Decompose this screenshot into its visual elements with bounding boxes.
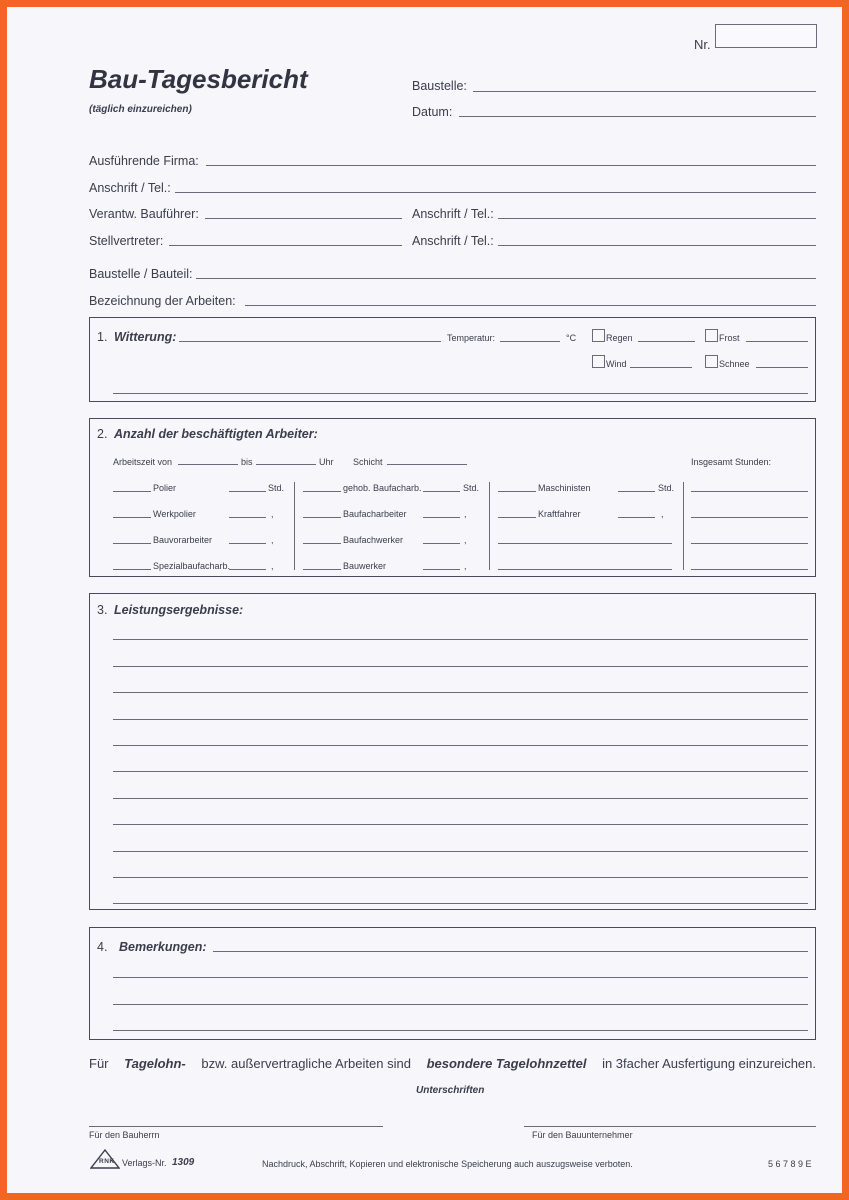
- section3-title: Leistungsergebnisse:: [114, 603, 244, 617]
- temperatur-label: Temperatur:: [447, 333, 496, 343]
- bauunternehmer-label: Für den Bauunternehmer: [532, 1130, 633, 1140]
- anschrift-label: Anschrift / Tel.:: [89, 181, 171, 195]
- anschrift2-label: Anschrift / Tel.:: [412, 207, 494, 221]
- logo-text: RNK: [99, 1158, 115, 1165]
- ditto-mark: ,: [271, 535, 274, 545]
- section4-title: Bemerkungen:: [119, 940, 207, 954]
- total-hours-field[interactable]: [691, 569, 808, 570]
- leistung-line[interactable]: [113, 877, 808, 878]
- anschrift2-field[interactable]: [498, 218, 816, 219]
- ditto-mark: ,: [464, 561, 467, 571]
- baufachwerker-hours[interactable]: [423, 543, 460, 544]
- datum-field[interactable]: [459, 116, 816, 117]
- baustelle-field[interactable]: [473, 91, 816, 92]
- product-code: 5 6 7 8 9 E: [768, 1159, 812, 1169]
- regen-field[interactable]: [638, 341, 695, 342]
- note-part: Tagelohn-: [124, 1056, 186, 1071]
- column-divider: [489, 482, 490, 570]
- baufachwerker-label: Baufachwerker: [343, 535, 404, 545]
- extra-worker-field[interactable]: [498, 569, 672, 570]
- anschrift3-field[interactable]: [498, 245, 816, 246]
- polier-label: Polier: [153, 483, 177, 493]
- spezialbaufacharb-label: Spezialbaufacharb.: [153, 561, 231, 571]
- baufachwerker-count[interactable]: [303, 543, 341, 544]
- note-part: besondere Tagelohnzettel: [426, 1056, 587, 1071]
- bauvorarbeiter-hours[interactable]: [229, 543, 266, 544]
- wind-checkbox[interactable]: [592, 355, 605, 368]
- verlag-label: Verlags-Nr.: [122, 1158, 167, 1168]
- ditto-mark: ,: [271, 561, 274, 571]
- section4-number: 4.: [97, 940, 108, 954]
- bauwerker-hours[interactable]: [423, 569, 460, 570]
- note-part: in 3facher Ausfertigung einzureichen.: [602, 1056, 816, 1071]
- note-part: Für: [89, 1056, 109, 1071]
- document-title: Bau-Tagesbericht: [89, 64, 308, 94]
- unterschriften-label: Unterschriften: [416, 1085, 485, 1096]
- maschinisten-label: Maschinisten: [538, 483, 591, 493]
- regen-checkbox[interactable]: [592, 329, 605, 342]
- kraftfahrer-hours[interactable]: [618, 517, 655, 518]
- form-page: [7, 7, 842, 1193]
- baustelle-label: Baustelle:: [412, 79, 467, 93]
- bauwerker-label: Bauwerker: [343, 561, 387, 571]
- spezialbaufacharb-hours[interactable]: [229, 569, 266, 570]
- copyright-notice: Nachdruck, Abschrift, Kopieren und elektronische Speicherung auch auszugsweise verboten.: [262, 1159, 633, 1169]
- frost-label: Frost: [719, 333, 740, 343]
- celsius-unit: °C: [566, 333, 577, 343]
- gehob-baufacharb-hours[interactable]: [423, 491, 460, 492]
- baufacharbeiter-hours[interactable]: [423, 517, 460, 518]
- schnee-checkbox[interactable]: [705, 355, 718, 368]
- baufacharbeiter-label: Baufacharbeiter: [343, 509, 407, 519]
- leistung-line[interactable]: [113, 639, 808, 640]
- std-label: Std.: [658, 483, 675, 493]
- wind-label: Wind: [606, 359, 627, 369]
- gehob-baufacharb-count[interactable]: [303, 491, 341, 492]
- schicht-label: Schicht: [353, 457, 383, 467]
- uhr-label: Uhr: [319, 457, 334, 467]
- bauherrn-signature-field[interactable]: [89, 1126, 383, 1127]
- total-hours-field[interactable]: [691, 491, 808, 492]
- bemerkung-line[interactable]: [113, 1004, 808, 1005]
- section-arbeiter: [89, 418, 816, 577]
- nr-label: Nr.: [694, 37, 711, 52]
- publisher-logo: [90, 1149, 120, 1169]
- leistung-line[interactable]: [113, 771, 808, 772]
- leistung-line[interactable]: [113, 798, 808, 799]
- witterung-line-2[interactable]: [113, 393, 808, 394]
- ditto-mark: ,: [271, 509, 274, 519]
- bauführer-label: Verantw. Bauführer:: [89, 207, 199, 221]
- leistung-line[interactable]: [113, 824, 808, 825]
- bauvorarbeiter-label: Bauvorarbeiter: [153, 535, 213, 545]
- section1-title: Witterung:: [114, 330, 177, 344]
- stellvertreter-label: Stellvertreter:: [89, 234, 164, 248]
- bauwerker-count[interactable]: [303, 569, 341, 570]
- arbeitszeit-label: Arbeitszeit von: [113, 457, 173, 467]
- werkpolier-hours[interactable]: [229, 517, 266, 518]
- baufacharbeiter-count[interactable]: [303, 517, 341, 518]
- firma-field[interactable]: [206, 165, 816, 166]
- section1-number: 1.: [97, 330, 108, 344]
- schnee-field[interactable]: [756, 367, 808, 368]
- column-divider: [294, 482, 295, 570]
- section-leistungsergebnisse: [89, 593, 816, 910]
- leistung-line[interactable]: [113, 692, 808, 693]
- bemerkung-line[interactable]: [113, 1030, 808, 1031]
- maschinisten-count[interactable]: [498, 491, 536, 492]
- bauunternehmer-signature-field[interactable]: [524, 1126, 816, 1127]
- frost-field[interactable]: [746, 341, 808, 342]
- bauteil-label: Baustelle / Bauteil:: [89, 267, 193, 281]
- document-subtitle: (täglich einzureichen): [89, 104, 192, 115]
- schnee-label: Schnee: [719, 359, 750, 369]
- anschrift3-label: Anschrift / Tel.:: [412, 234, 494, 248]
- section3-number: 3.: [97, 603, 108, 617]
- ditto-mark: ,: [464, 535, 467, 545]
- insgesamt-label: Insgesamt Stunden:: [691, 457, 772, 467]
- ditto-mark: ,: [661, 509, 664, 519]
- werkpolier-label: Werkpolier: [153, 509, 196, 519]
- column-divider: [683, 482, 684, 570]
- note-part: bzw. außervertragliche Arbeiten sind: [201, 1056, 411, 1071]
- polier-hours[interactable]: [229, 491, 266, 492]
- gehob-baufacharb-label: gehob. Baufacharb.: [343, 483, 422, 493]
- verlag-number: 1309: [172, 1157, 195, 1168]
- std-label: Std.: [268, 483, 285, 493]
- leistung-line[interactable]: [113, 666, 808, 667]
- bauführer-field[interactable]: [205, 218, 402, 219]
- witterung-field[interactable]: [179, 341, 441, 342]
- datum-label: Datum:: [412, 105, 453, 119]
- total-hours-field[interactable]: [691, 543, 808, 544]
- wind-field[interactable]: [630, 367, 692, 368]
- regen-label: Regen: [606, 333, 633, 343]
- kraftfahrer-label: Kraftfahrer: [538, 509, 581, 519]
- arbeiten-label: Bezeichnung der Arbeiten:: [89, 294, 236, 308]
- ditto-mark: ,: [464, 509, 467, 519]
- leistung-line[interactable]: [113, 903, 808, 904]
- spezialbaufacharb-count[interactable]: [113, 569, 151, 570]
- schicht-field[interactable]: [387, 464, 467, 465]
- leistung-line[interactable]: [113, 745, 808, 746]
- kraftfahrer-count[interactable]: [498, 517, 536, 518]
- section2-title: Anzahl der beschäftigten Arbeiter:: [114, 427, 318, 441]
- maschinisten-hours[interactable]: [618, 491, 655, 492]
- arbeitszeit-bis-field[interactable]: [256, 464, 316, 465]
- werkpolier-count[interactable]: [113, 517, 151, 518]
- frost-checkbox[interactable]: [705, 329, 718, 342]
- leistung-line[interactable]: [113, 719, 808, 720]
- total-hours-field[interactable]: [691, 517, 808, 518]
- tagelohn-note: [89, 1056, 816, 1071]
- temperatur-field[interactable]: [500, 341, 560, 342]
- bis-label: bis: [241, 457, 253, 467]
- stellvertreter-field[interactable]: [169, 245, 402, 246]
- extra-worker-field[interactable]: [498, 543, 672, 544]
- nr-field[interactable]: [715, 24, 817, 48]
- arbeitszeit-von-field[interactable]: [178, 464, 238, 465]
- std-label: Std.: [463, 483, 480, 493]
- anschrift-field[interactable]: [175, 192, 816, 193]
- bemerkung-line[interactable]: [213, 951, 808, 952]
- firma-label: Ausführende Firma:: [89, 154, 199, 168]
- bauteil-field[interactable]: [196, 278, 816, 279]
- bemerkung-line[interactable]: [113, 977, 808, 978]
- leistung-line[interactable]: [113, 851, 808, 852]
- bauherrn-label: Für den Bauherrn: [89, 1130, 160, 1140]
- bauvorarbeiter-count[interactable]: [113, 543, 151, 544]
- polier-count[interactable]: [113, 491, 151, 492]
- arbeiten-field[interactable]: [245, 305, 816, 306]
- section2-number: 2.: [97, 427, 108, 441]
